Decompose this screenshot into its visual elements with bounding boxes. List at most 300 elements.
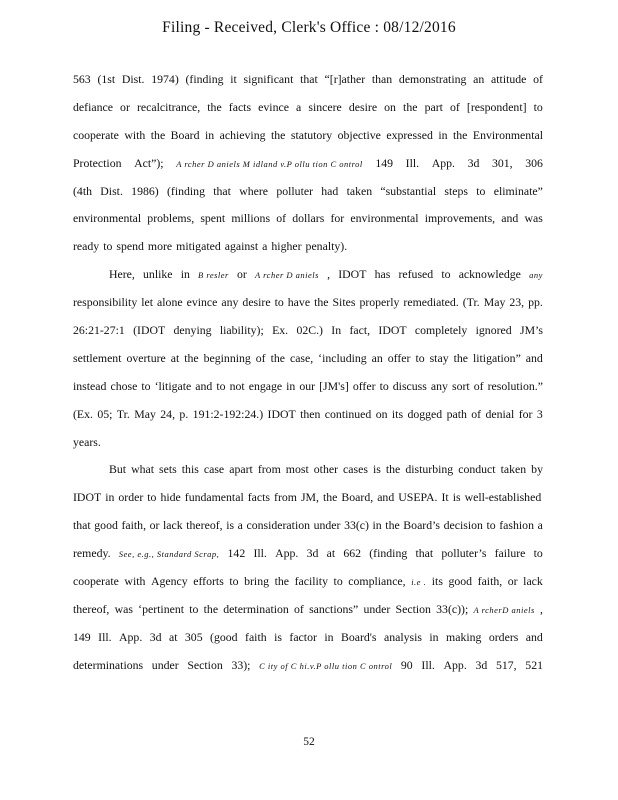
- word: that: [300, 72, 318, 86]
- word: or: [237, 267, 247, 282]
- word: good: [94, 518, 118, 533]
- word: order: [118, 490, 144, 505]
- word: in: [324, 629, 334, 644]
- word: ‘litigate: [154, 378, 192, 393]
- word: is: [226, 518, 235, 533]
- text-line: [73, 656, 543, 684]
- text-line: [73, 209, 543, 237]
- word: factor: [289, 629, 317, 644]
- word: JM,: [300, 490, 319, 505]
- word: and: [525, 629, 543, 644]
- word: engage: [248, 378, 283, 393]
- word: desire: [348, 99, 378, 114]
- word: from: [257, 462, 281, 477]
- word: in: [105, 490, 115, 505]
- word: sort: [451, 378, 470, 393]
- word: chose: [110, 378, 138, 393]
- word: or: [507, 574, 518, 589]
- word: 563: [73, 72, 91, 86]
- word: 3d: [467, 155, 480, 170]
- case-citation: A rcherD aniels: [473, 604, 535, 615]
- word: Here,: [109, 267, 135, 282]
- word: of: [255, 350, 266, 365]
- word: a: [262, 239, 268, 254]
- text-line: [73, 265, 543, 293]
- word: recalcitrance,: [136, 99, 201, 114]
- word: an: [473, 72, 485, 86]
- word: in: [429, 629, 439, 644]
- word: environmental: [73, 211, 142, 226]
- word: or: [120, 99, 130, 114]
- word: fundamental: [184, 490, 244, 505]
- word: making: [446, 629, 482, 644]
- word: sets: [159, 462, 177, 477]
- word: years.: [73, 434, 101, 449]
- word: to: [333, 574, 343, 589]
- word: ‘pertinent: [138, 601, 185, 616]
- word: Dist.: [100, 183, 123, 198]
- word: lack: [523, 574, 543, 589]
- word: 23,: [509, 295, 525, 310]
- word: litigation”: [472, 350, 521, 365]
- text-line: [73, 600, 543, 628]
- word: But: [109, 462, 127, 477]
- word: Tr.: [116, 406, 130, 421]
- word: determination: [223, 601, 289, 616]
- word: this: [181, 462, 199, 477]
- word: Agency: [150, 574, 188, 589]
- word: fashion: [499, 518, 534, 533]
- word: completely: [414, 323, 468, 338]
- word: in: [204, 127, 215, 142]
- word: JM’s: [519, 323, 543, 338]
- word: faith: [245, 629, 267, 644]
- text-line: [73, 70, 543, 98]
- word: analysis: [383, 629, 422, 644]
- word: Board’s: [403, 518, 440, 533]
- word: with: [124, 127, 146, 142]
- word: stay: [429, 350, 449, 365]
- word: penalty).: [305, 239, 348, 254]
- word: attitude: [491, 72, 527, 86]
- filing-header: Filing - Received, Clerk's Office : 08/12/2016: [162, 19, 456, 36]
- case-citation: A rcher D aniels: [255, 270, 319, 281]
- word: an: [371, 350, 383, 365]
- word: faith,: [477, 574, 503, 589]
- word: at: [326, 546, 336, 561]
- word: the: [203, 601, 219, 616]
- word: May: [483, 295, 506, 310]
- word: improvements,: [424, 211, 496, 226]
- word: on: [375, 406, 388, 421]
- word: the: [314, 295, 329, 310]
- word: where: [239, 183, 269, 198]
- word: App.: [443, 657, 467, 672]
- word: then: [300, 406, 321, 421]
- word: compliance,: [348, 574, 406, 589]
- word: 149: [73, 629, 91, 644]
- case-citation: See, e.g., Standard Scrap,: [118, 549, 220, 560]
- word: sanctions”: [309, 601, 359, 616]
- word: bring: [244, 574, 270, 589]
- word: from: [274, 490, 297, 505]
- word: determinations: [73, 657, 144, 672]
- word: for: [518, 406, 533, 421]
- word: Ex.: [272, 323, 289, 338]
- word: dollars: [292, 211, 325, 226]
- word: statutory: [290, 127, 333, 142]
- case-citation: C ity of C hi.v.P ollu tion C ontrol: [259, 660, 393, 671]
- word: it: [230, 72, 237, 86]
- word: Ill.: [98, 629, 112, 644]
- text-line: [73, 405, 543, 433]
- word: [respondent]: [466, 99, 527, 114]
- word: (1st: [97, 72, 116, 86]
- word: mitigated: [176, 239, 221, 254]
- page-number: 52: [303, 736, 315, 748]
- word: in: [286, 378, 296, 393]
- word: 3d: [306, 546, 319, 561]
- word: polluter’s: [441, 546, 487, 561]
- text-line: [73, 321, 543, 349]
- word: Board: [170, 127, 200, 142]
- word: resolution.”: [487, 378, 543, 393]
- word: have: [287, 295, 311, 310]
- word: 02C.): [296, 323, 323, 338]
- word: other: [313, 462, 339, 477]
- word: the: [274, 574, 289, 589]
- word: at: [168, 629, 178, 644]
- word: App.: [431, 155, 455, 170]
- word: its: [431, 574, 443, 589]
- case-citation: i.e .: [411, 577, 427, 588]
- word: in: [372, 518, 382, 533]
- word: lack: [163, 518, 183, 533]
- word: and: [377, 490, 395, 505]
- word: Sites: [332, 295, 356, 310]
- word: of: [533, 72, 543, 86]
- word: ,: [327, 267, 331, 282]
- text-line: [73, 628, 543, 656]
- word: 142: [227, 546, 246, 561]
- word: to: [274, 295, 284, 310]
- word: more: [147, 239, 173, 254]
- word: a: [537, 518, 543, 533]
- text-line: [73, 182, 543, 210]
- word: demonstrating: [398, 72, 467, 86]
- word: 3: [536, 406, 543, 421]
- word: 33(c): [344, 518, 369, 533]
- word: defiance: [73, 99, 113, 114]
- text-line: [73, 237, 543, 265]
- word: with: [124, 574, 146, 589]
- word: denial: [485, 406, 515, 421]
- word: that: [213, 183, 231, 198]
- word: is: [452, 490, 461, 505]
- text-line: [73, 516, 543, 544]
- word: (finding: [185, 72, 224, 86]
- word: on: [384, 99, 396, 114]
- word: 33);: [231, 657, 251, 672]
- word: than: [371, 72, 393, 86]
- word: 662: [343, 546, 362, 561]
- word: the: [184, 350, 199, 365]
- word: Dist.: [121, 72, 145, 86]
- word: “substantial: [380, 183, 437, 198]
- word: alone: [157, 295, 183, 310]
- word: any: [430, 378, 448, 393]
- word: desire: [242, 295, 271, 310]
- word: the: [270, 127, 286, 142]
- word: apart: [229, 462, 253, 477]
- word: 05;: [97, 406, 113, 421]
- word: disturbing: [405, 462, 454, 477]
- word: not: [229, 378, 245, 393]
- word: Ill.: [253, 546, 267, 561]
- word: It: [441, 490, 449, 505]
- word: decision: [443, 518, 483, 533]
- word: was: [524, 211, 543, 226]
- word: had: [321, 183, 339, 198]
- word: Ill.: [421, 657, 435, 672]
- word: for: [330, 211, 345, 226]
- word: 521: [525, 657, 543, 672]
- word: part: [424, 99, 443, 114]
- word: p.: [179, 406, 189, 421]
- word: the: [270, 350, 285, 365]
- word: 24,: [160, 406, 176, 421]
- word: IDOT: [338, 267, 367, 282]
- word: 306: [525, 155, 543, 170]
- word: objective: [337, 127, 381, 142]
- word: unlike: [143, 267, 173, 282]
- case-citation: B resler: [198, 270, 229, 281]
- word: liability);: [219, 323, 264, 338]
- word: or: [149, 518, 160, 533]
- word: offer: [387, 350, 411, 365]
- word: most: [285, 462, 309, 477]
- word: to: [147, 490, 157, 505]
- word: IDOT: [378, 323, 407, 338]
- word: 1986): [131, 183, 159, 198]
- word: spent: [200, 211, 226, 226]
- word: ‘including: [318, 350, 367, 365]
- word: cases: [343, 462, 368, 477]
- word: 3d: [149, 629, 162, 644]
- word: thereof,: [73, 601, 110, 616]
- word: Board,: [341, 490, 374, 505]
- word: the: [403, 99, 418, 114]
- word: properly: [359, 295, 400, 310]
- word: cooperate: [73, 127, 119, 142]
- word: its: [391, 406, 404, 421]
- word: In: [331, 323, 342, 338]
- word: fact,: [349, 323, 371, 338]
- word: good: [448, 574, 473, 589]
- word: environmental: [350, 211, 419, 226]
- word: the: [452, 127, 468, 142]
- word: facts: [228, 99, 252, 114]
- word: to: [229, 574, 239, 589]
- text-line: [73, 433, 543, 461]
- text-line: [73, 293, 543, 321]
- word: (good: [210, 629, 238, 644]
- word: faith,: [121, 518, 147, 533]
- word: 1974): [151, 72, 179, 86]
- word: Section: [187, 657, 223, 672]
- word: a: [296, 99, 302, 114]
- word: remediated.: [403, 295, 459, 310]
- word: that: [73, 518, 91, 533]
- text-line: [73, 544, 543, 572]
- word: against: [224, 239, 259, 254]
- word: Environmental: [472, 127, 543, 142]
- word: Board's: [340, 629, 377, 644]
- word: the: [385, 518, 400, 533]
- word: to: [379, 378, 389, 393]
- word: 3d: [475, 657, 488, 672]
- word: to: [216, 378, 226, 393]
- word: evince: [186, 295, 218, 310]
- text-line: [73, 349, 543, 377]
- word: (Ex.: [73, 406, 93, 421]
- word: App.: [275, 546, 299, 561]
- word: eliminate”: [493, 183, 543, 198]
- word: Protection: [73, 155, 122, 170]
- word: of: [450, 99, 460, 114]
- word: (IDOT: [133, 323, 166, 338]
- word: USEPA.: [398, 490, 438, 505]
- word: by: [531, 462, 543, 477]
- word: path: [446, 406, 467, 421]
- word: Act”);: [134, 155, 164, 170]
- word: ,: [540, 601, 543, 616]
- word: of: [276, 211, 287, 226]
- word: the: [150, 127, 166, 142]
- word: higher: [271, 239, 302, 254]
- word: ready: [73, 239, 100, 254]
- word: pp.: [528, 295, 543, 310]
- word: refused: [398, 267, 434, 282]
- word: millions: [231, 211, 271, 226]
- word: is: [372, 462, 381, 477]
- word: continued: [324, 406, 372, 421]
- word: to: [486, 518, 496, 533]
- word: responsibility: [73, 295, 138, 310]
- word: any: [221, 295, 239, 310]
- text-line: [73, 377, 543, 405]
- word: 305: [184, 629, 203, 644]
- word: polluter: [276, 183, 314, 198]
- word: of: [471, 406, 482, 421]
- word: thereof,: [186, 518, 223, 533]
- word: of: [294, 601, 304, 616]
- word: IDOT: [267, 406, 296, 421]
- word: orders: [488, 629, 519, 644]
- word: remedy.: [73, 546, 111, 561]
- word: to: [476, 183, 486, 198]
- word: efforts: [193, 574, 224, 589]
- word: facility: [294, 574, 328, 589]
- word: (Tr.: [462, 295, 480, 310]
- word: “[r]ather: [324, 72, 366, 86]
- word: 26:21-27:1: [73, 323, 125, 338]
- word: instead: [73, 378, 107, 393]
- word: the: [385, 462, 401, 477]
- word: facts: [247, 490, 271, 505]
- word: ignored: [475, 323, 512, 338]
- text-line: [73, 126, 543, 154]
- word: Ill.: [405, 155, 420, 170]
- word: and: [195, 378, 213, 393]
- word: of: [473, 378, 484, 393]
- word: May: [134, 406, 156, 421]
- word: (finding: [166, 183, 205, 198]
- word: IDOT: [73, 490, 102, 505]
- text-line: [73, 460, 543, 488]
- word: (finding: [369, 546, 408, 561]
- word: discuss: [392, 378, 427, 393]
- word: settlement: [73, 350, 122, 365]
- word: in: [180, 267, 190, 282]
- text-line: [73, 572, 543, 600]
- word: 517,: [495, 657, 517, 672]
- text-line: [73, 98, 543, 126]
- word: denying: [173, 323, 212, 338]
- case-citation: any: [529, 270, 543, 281]
- word: was: [114, 601, 133, 616]
- word: to: [415, 350, 425, 365]
- word: expressed: [386, 127, 433, 142]
- word: and: [501, 211, 519, 226]
- word: to: [103, 239, 113, 254]
- word: under: [151, 657, 179, 672]
- word: a: [237, 518, 243, 533]
- word: case: [203, 462, 225, 477]
- word: problems,: [147, 211, 195, 226]
- word: conduct: [458, 462, 496, 477]
- word: App.: [119, 629, 143, 644]
- word: to: [189, 601, 199, 616]
- word: 191:2-192:24.): [192, 406, 264, 421]
- word: 149: [375, 155, 394, 170]
- text-line: [73, 154, 543, 182]
- word: the: [322, 490, 338, 505]
- word: [JM's]: [319, 378, 349, 393]
- word: under: [363, 601, 391, 616]
- word: 90: [400, 657, 413, 672]
- case-citation: A rcher D aniels M idland v.P ollu tion C ontrol: [176, 158, 363, 169]
- word: that: [415, 546, 434, 561]
- word: acknowledge: [458, 267, 521, 282]
- word: overture: [126, 350, 166, 365]
- word: has: [374, 267, 391, 282]
- word: consideration: [246, 518, 311, 533]
- word: evince: [258, 99, 289, 114]
- word: the: [207, 99, 222, 114]
- word: beginning: [203, 350, 251, 365]
- word: 301,: [491, 155, 513, 170]
- word: to: [533, 99, 543, 114]
- word: offer: [352, 378, 376, 393]
- word: (4th: [73, 183, 93, 198]
- word: and: [525, 350, 543, 365]
- word: 33(c));: [436, 601, 469, 616]
- word: significant: [243, 72, 294, 86]
- word: taken: [500, 462, 527, 477]
- body-text: [73, 70, 543, 684]
- word: what: [131, 462, 155, 477]
